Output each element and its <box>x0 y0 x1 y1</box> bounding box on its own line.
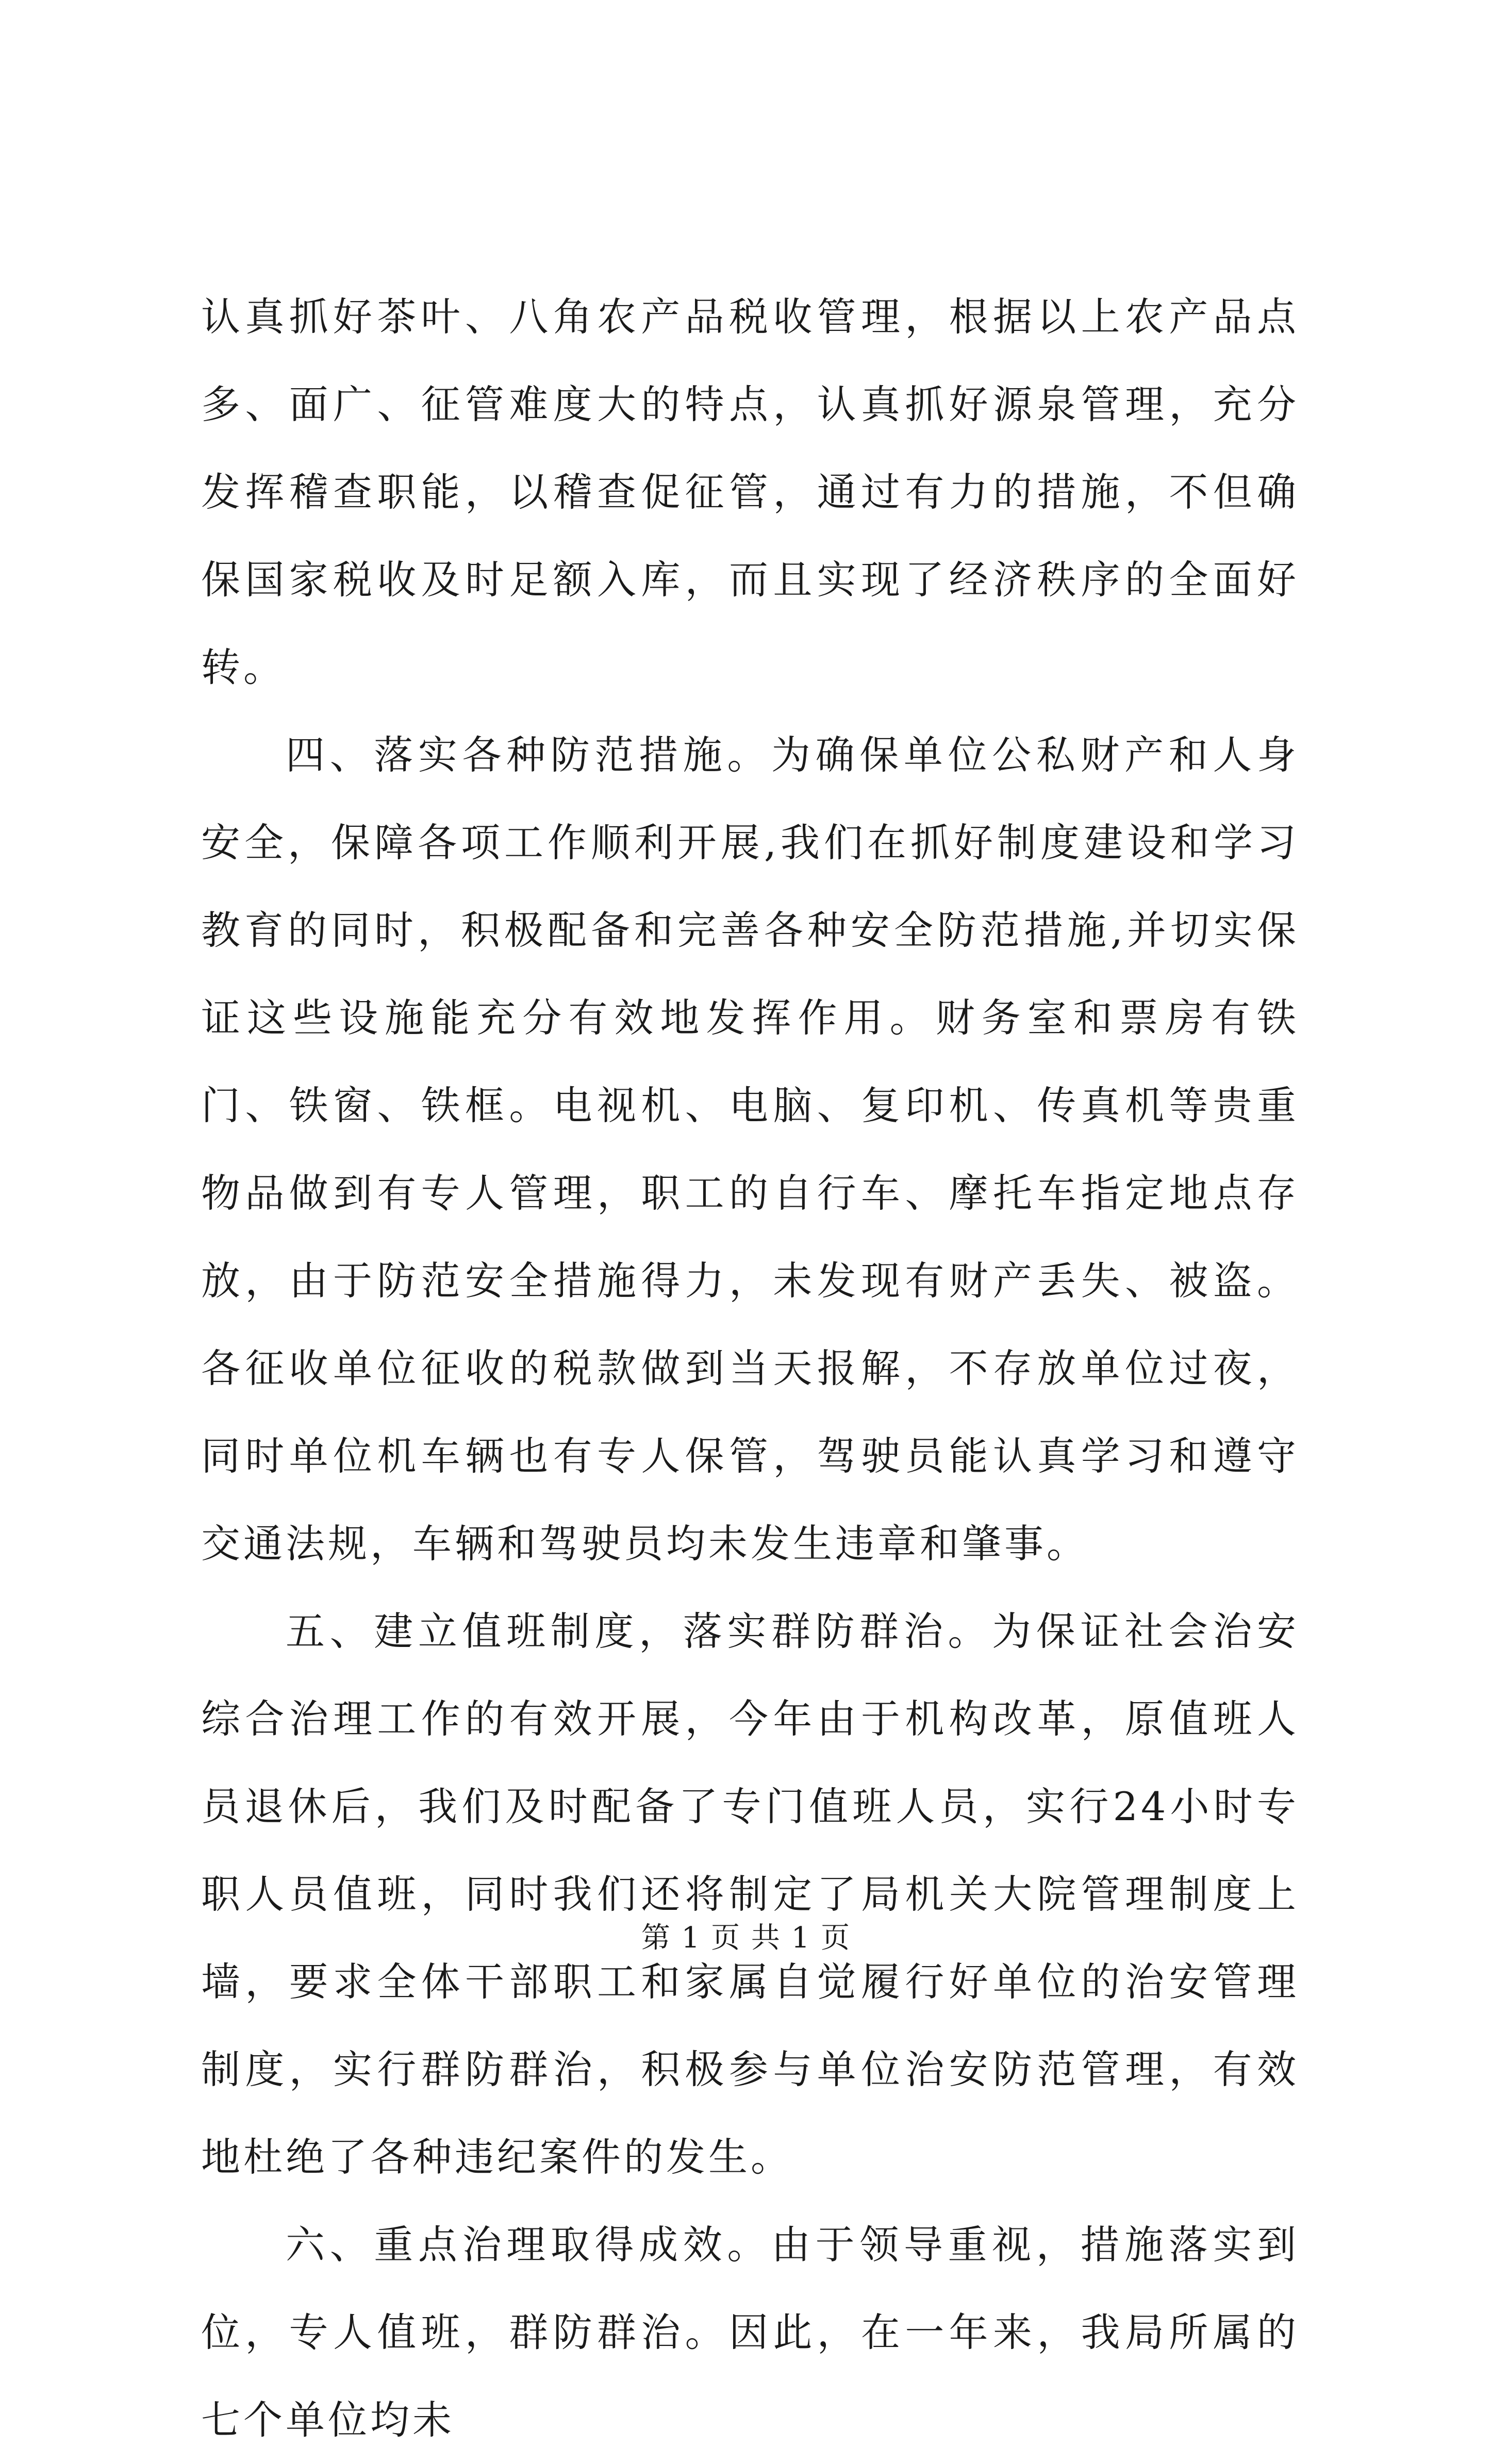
page-footer: 第 1 页 共 1 页 <box>641 1921 851 1955</box>
paragraph-prevention-measures: 四、落实各种防范措施。为确保单位公私财产和人身安全，保障各项工作顺利开展,我们在抓好制度建设和学习教育的同时，积极配备和完善各种安全防范措施,并切实保证这些设施能充分有效地发挥作用。财务室和票房有铁门、铁窗、铁框。电视机、电脑、复印机、传真机等贵重物品做到有专人管理，职工的自行车、摩托车指定地点存放，由于防范安全措施得力，未发现有财产丢失、被盗。各征收单位征收的税款做到当天报解，不存放单位过夜，同时单位机车辆也有专人保管，驾驶员能认真学习和遵守交通法规，车辆和驾驶员均未发生违章和肇事。 <box>201 732 1299 1567</box>
paragraph-key-governance: 六、重点治理取得成效。由于领导重视，措施落实到位，专人值班，群防群治。因此，在一年来，我局所属的七个单位均未 <box>201 2222 1299 2443</box>
document-body <box>201 273 1299 2464</box>
paragraph-tax-management: 认真抓好茶叶、八角农产品税收管理，根据以上农产品点多、面广、征管难度大的特点，认真抓好源泉管理，充分发挥稽查职能，以稽查促征管，通过有力的措施，不但确保国家税收及时足额入库，而且实现了经济秩序的全面好转。 <box>201 294 1299 690</box>
paragraph-duty-system: 五、建立值班制度，落实群防群治。为保证社会治安综合治理工作的有效开展，今年由于机构改革，原值班人员退休后，我们及时配备了专门值班人员，实行24小时专职人员值班，同时我们还将制定了局机关大院管理制度上墙，要求全体干部职工和家属自觉履行好单位的治安管理制度，实行群防群治，积极参与单位治安防范管理，有效地杜绝了各种违纪案件的发生。 <box>201 1608 1299 2180</box>
